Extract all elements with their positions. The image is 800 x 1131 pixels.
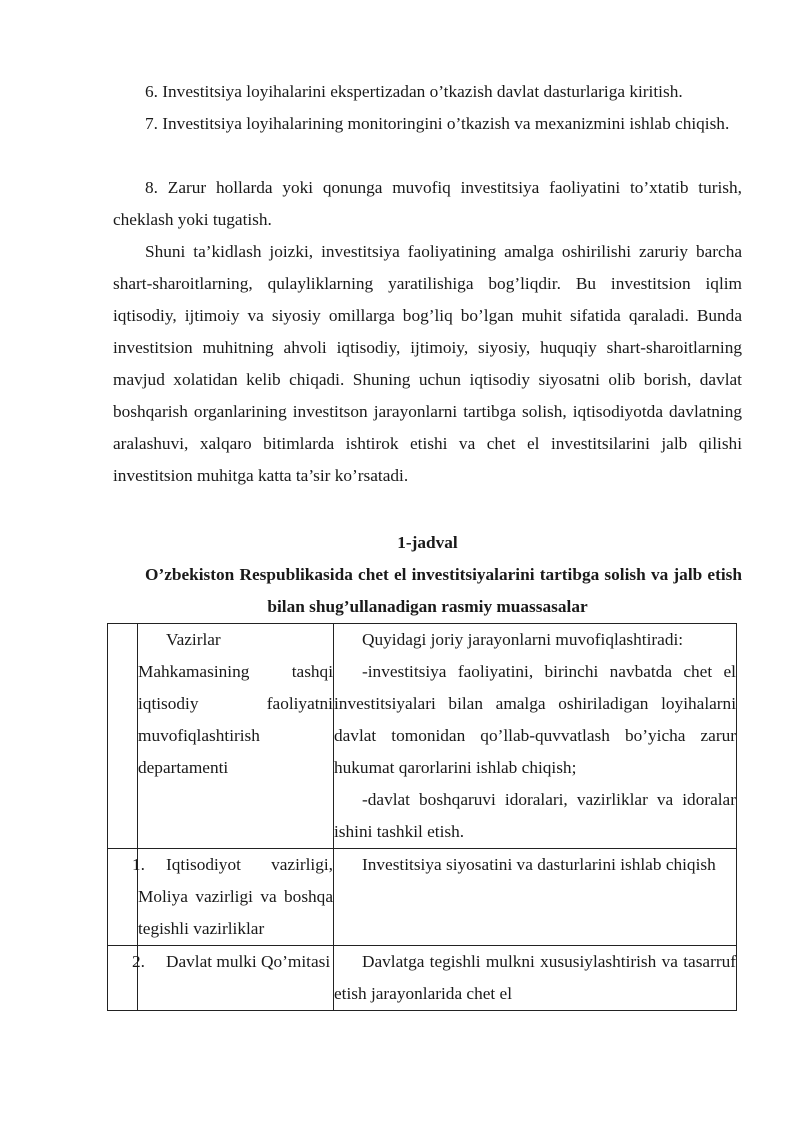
institution-cell: Iqtisodiyot vazirligi, Moliya vazirligi va boshqa tegishli vazirliklar [138, 849, 334, 946]
row-number-cell [108, 624, 138, 849]
institution-cell: Vazirlar Mahkamasining tashqi iqtisodiy faoliyatni muvofiqlashtirish departamenti [138, 624, 334, 849]
function-cell [334, 946, 737, 1011]
row-number-cell: 1. [108, 849, 138, 946]
table-row [108, 624, 737, 849]
paragraph-item-6: 6. Investitsiya loyihalarini ekspertizadan o’tkazish davlat dasturlariga kiritish. [145, 82, 683, 101]
institutions-table [107, 623, 737, 1011]
function-text: Investitsiya siyosatini va dasturlarini ishlab chiqish [362, 855, 716, 874]
paragraph-item-8: 8. Zarur hollarda yoki qonunga muvofiq investitsiya faoliyatini to’xtatib turish, cheklash yoki tugatish. [113, 178, 742, 229]
row-number-cell: 2. [108, 946, 138, 1011]
table-title: O’zbekiston Respublikasida chet el investitsiyalarini tartibga solish va jalb etish bilan shug’ullanadigan rasmiy muassasalar [145, 565, 742, 616]
table-label: 1-jadval [397, 533, 458, 552]
function-cell [334, 849, 737, 946]
body-paragraph: Shuni ta’kidlash joizki, investitsiya faoliyatining amalga oshirilishi zaruriy barcha shart-sharoitlarning, qulayliklarning yaratilishiga bog’liqdir. Bu investitsion iqlim iqtisodiy, ijtimoiy va siyosiy omillarga bog’liq bo’lgan muhit sifatida qaraladi. Bunda investitsion muhitning ahvoli iqtisodiy, ijtimoiy, siyosiy, huquqiy shart-sharoitlarning mavjud xolatidan kelib chiqadi. Shuning uchun iqtisodiy siyosatni olib borish, davlat boshqarish organlarining investitson jarayonlarni tartibga solish, iqtisodiyotda davlatning aralashuvi, xalqaro bitimlarda ishtirok etishi va chet el investitsilarini jalb qilishi investitsion muhitga katta ta’sir ko’rsatadi. [113, 242, 742, 485]
function-cell [334, 624, 737, 849]
table-row [108, 849, 737, 946]
table-row [108, 946, 737, 1011]
function-text: Quyidagi joriy jarayonlarni muvofiqlashtiradi: [362, 630, 684, 649]
paragraph-item-7: 7. Investitsiya loyihalarining monitoringini o’tkazish va mexanizmini ishlab chiqish. [145, 114, 730, 133]
institution-cell: Davlat mulki Qo’mitasi [138, 946, 334, 1011]
function-text: -investitsiya faoliyatini, birinchi navbatda chet el investitsiyalari bilan amalga oshiriladigan loyihalarni davlat tomonidan qo’llab-quvvatlash bo’yicha zarur hukumat qarorlarini ishlab chiqish; [334, 662, 736, 777]
function-text: -davlat boshqaruvi idoralari, vazirliklar va idoralar ishini tashkil etish. [334, 790, 736, 841]
function-text: Davlatga tegishli mulkni xususiylashtirish va tasarruf etish jarayonlarida chet el [334, 952, 736, 1003]
